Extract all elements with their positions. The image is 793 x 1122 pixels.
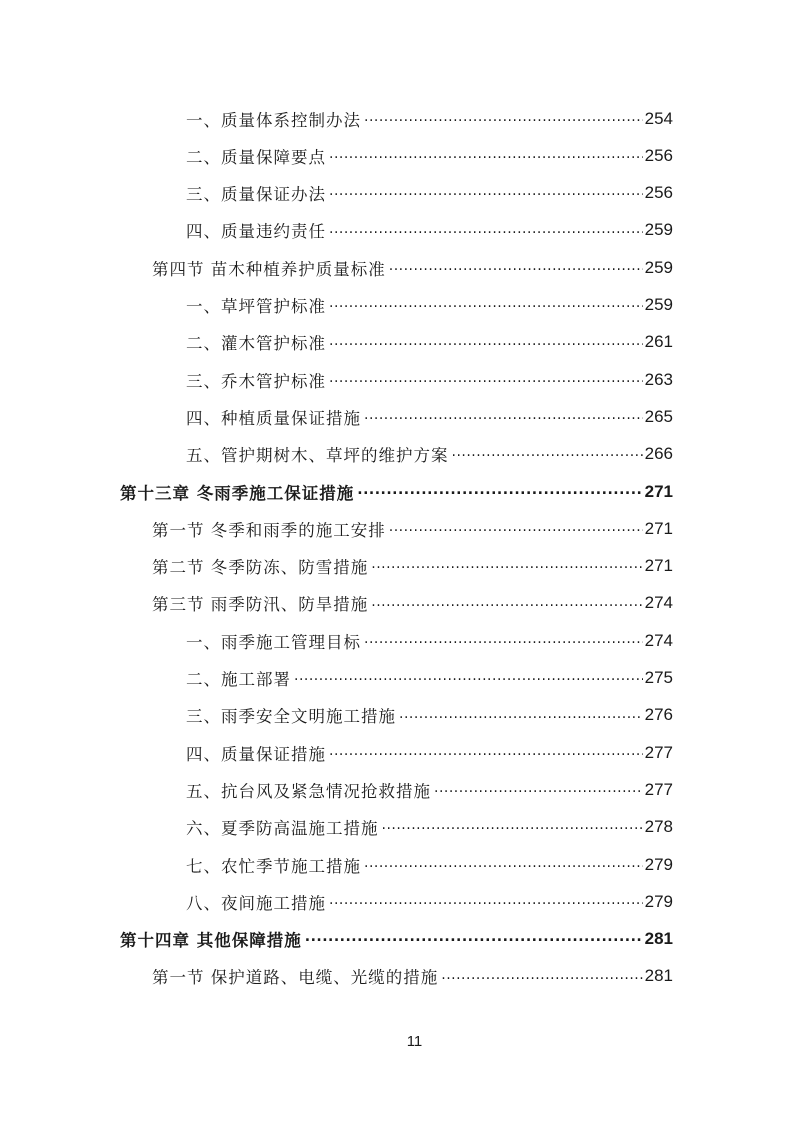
toc-entry-page: 278 (644, 817, 673, 837)
toc-section-entry[interactable] (152, 585, 673, 622)
dot-leader (329, 148, 643, 165)
toc-entry-title: 八、夜间施工措施 (186, 893, 326, 913)
toc-entry-page: 274 (644, 593, 673, 613)
toc-entry-title: 五、抗台风及紧急情况抢救措施 (186, 781, 431, 801)
dot-leader (434, 782, 643, 799)
dot-leader (329, 371, 643, 388)
toc-entry-title: 二、质量保障要点 (186, 147, 326, 167)
toc-entry-title: 二、施工部署 (186, 670, 291, 689)
toc-item-entry[interactable] (186, 660, 673, 697)
dot-leader (382, 819, 643, 836)
toc-item-entry[interactable] (186, 622, 673, 659)
toc-item-entry[interactable] (186, 846, 673, 883)
toc-entry-title: 二、灌木管护标准 (186, 334, 326, 354)
toc-entry-page: 275 (644, 668, 673, 687)
dot-leader (329, 185, 643, 202)
toc-entry-title: 第三节 雨季防汛、防旱措施 (152, 595, 369, 615)
toc-entry-title: 第十四章 其他保障措施 (120, 931, 302, 951)
dot-leader (294, 670, 643, 687)
toc-entry-page: 277 (644, 742, 673, 762)
toc-section-entry[interactable] (152, 249, 673, 286)
toc-entry-title: 一、质量体系控制办法 (186, 110, 361, 130)
dot-leader (329, 894, 643, 911)
toc-entry-title: 第一节 保护道路、电缆、光缆的措施 (152, 968, 439, 988)
toc-item-entry[interactable] (186, 100, 673, 137)
dot-leader (364, 632, 643, 649)
toc-entry-page: 281 (644, 966, 673, 986)
toc-entry-page: 279 (644, 854, 673, 874)
toc-entry-page: 254 (644, 108, 673, 128)
toc-chapter-entry[interactable] (120, 473, 673, 510)
dot-leader (329, 297, 643, 314)
dot-leader (364, 409, 643, 426)
dot-leader (364, 110, 643, 127)
toc-entry-page: 281 (644, 929, 673, 949)
toc-entry-page: 274 (644, 630, 673, 650)
dot-leader (389, 259, 643, 276)
page-number: 11 (406, 1033, 423, 1050)
toc-item-entry[interactable] (186, 398, 673, 435)
toc-entry-title: 第十三章 冬雨季施工保证措施 (120, 483, 355, 503)
toc-item-entry[interactable] (186, 287, 673, 324)
toc-entry-page: 256 (644, 183, 673, 203)
toc-item-entry[interactable] (186, 137, 673, 174)
toc-entry-title: 五、管护期树木、草坪的维护方案 (186, 446, 449, 466)
toc-item-entry[interactable] (186, 771, 673, 808)
toc-section-entry[interactable] (152, 510, 673, 547)
toc-section-entry[interactable] (152, 958, 673, 995)
toc-entry-title: 四、质量违约责任 (186, 222, 326, 242)
toc-entry-page: 259 (644, 257, 673, 277)
dot-leader (329, 744, 643, 761)
toc-item-entry[interactable] (186, 361, 673, 398)
toc-entry-page: 261 (644, 332, 673, 352)
toc-entry-title: 第四节 苗木种植养护质量标准 (152, 259, 386, 279)
dot-leader (452, 446, 643, 463)
dot-leader (305, 931, 643, 948)
toc-entry-page: 256 (644, 145, 673, 165)
toc-entry-page: 271 (644, 556, 673, 576)
toc-entry-page: 259 (644, 220, 673, 240)
toc-entry-page: 279 (644, 891, 673, 911)
toc-entry-title: 四、质量保证措施 (186, 744, 326, 764)
toc-entry-page: 276 (644, 705, 673, 725)
dot-leader (371, 595, 642, 612)
toc-item-entry[interactable] (186, 883, 673, 920)
toc-entry-title: 七、农忙季节施工措施 (186, 856, 361, 876)
toc-item-entry[interactable] (186, 212, 673, 249)
toc-item-entry[interactable] (186, 697, 673, 734)
toc-section-entry[interactable] (152, 548, 673, 585)
toc-entry-title: 三、质量保证办法 (186, 185, 326, 205)
dot-leader (371, 558, 642, 575)
dot-leader (329, 222, 643, 239)
toc-entry-title: 第二节 冬季防冻、防雪措施 (152, 558, 369, 578)
toc-entry-title: 一、雨季施工管理目标 (186, 632, 361, 652)
toc-item-entry[interactable] (186, 809, 673, 846)
toc-entry-title: 三、乔木管护标准 (186, 371, 326, 391)
toc-entry-title: 四、种植质量保证措施 (186, 408, 361, 428)
toc-entry-title: 三、雨季安全文明施工措施 (186, 707, 396, 727)
toc-entry-page: 265 (644, 406, 673, 426)
toc-item-entry[interactable] (186, 436, 673, 473)
toc-entry-page: 266 (644, 444, 673, 464)
toc-chapter-entry[interactable] (120, 921, 673, 958)
toc-entry-title: 第一节 冬季和雨季的施工安排 (152, 520, 386, 540)
dot-leader (399, 707, 643, 724)
dot-leader (364, 856, 643, 873)
toc-entry-page: 277 (644, 779, 673, 799)
toc-item-entry[interactable] (186, 175, 673, 212)
toc-item-entry[interactable] (186, 324, 673, 361)
dot-leader (357, 483, 642, 500)
toc-item-entry[interactable] (186, 734, 673, 771)
dot-leader (389, 521, 643, 538)
toc-entry-page: 271 (644, 481, 673, 501)
toc-entry-page: 259 (644, 295, 673, 314)
dot-leader (441, 968, 642, 985)
toc-entry-title: 一、草坪管护标准 (186, 297, 326, 316)
toc-entry-page: 263 (644, 369, 673, 389)
toc-entry-title: 六、夏季防高温施工措施 (186, 819, 379, 839)
toc-entry-page: 271 (644, 518, 673, 538)
dot-leader (329, 334, 643, 351)
